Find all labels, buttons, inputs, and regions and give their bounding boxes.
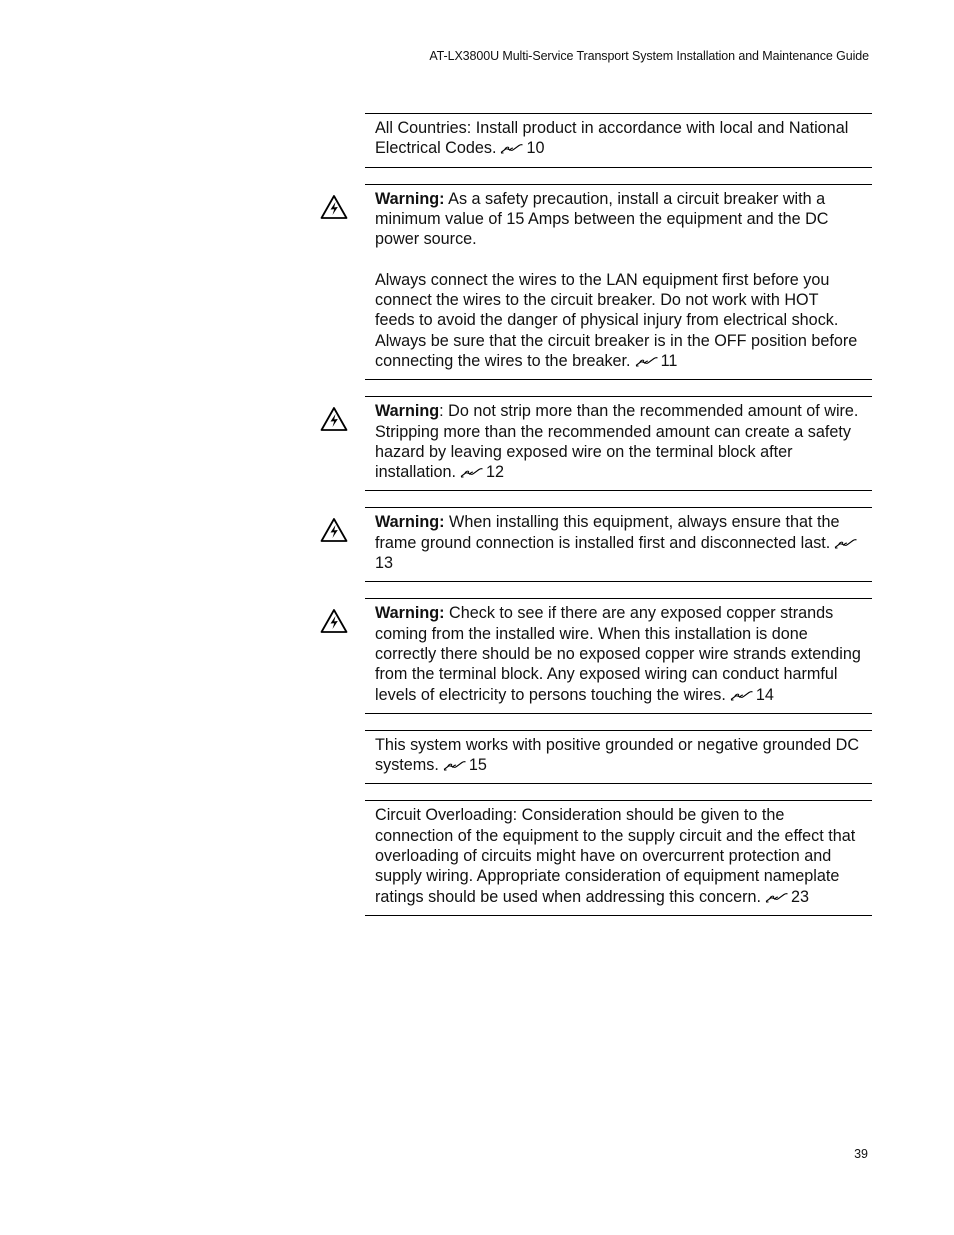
translation-reference-number: 14 — [755, 685, 774, 704]
notice-text: : Do not strip more than the recommended amount of wire. Stripping more than the recommended amount can create a safety hazard by leaving exposed wire on the terminal block after installation. — [375, 402, 859, 482]
translation-reference-number: 12 — [486, 463, 505, 482]
notice-text: Check to see if there are any exposed copper strands coming from the installed wire. When this installation is done correctly there should be no exposed copper wire strands extending from the terminal block. Any exposed wiring can conduct harmful levels of electricity to persons touching the wires. — [375, 604, 861, 704]
hand-writing-icon — [834, 537, 858, 549]
notice-text-cell — [365, 507, 872, 582]
notice-text: As a safety precaution, install a circuit breaker with a minimum value of 15 Amps between the equipment and the DC power source. — [375, 189, 829, 249]
notice-text-cell — [365, 113, 872, 168]
notice-paragraph — [375, 401, 862, 482]
high-voltage-warning-icon — [320, 406, 348, 432]
translation-reference-number: 13 — [375, 554, 394, 573]
hand-writing-icon — [765, 891, 789, 903]
high-voltage-warning-icon — [320, 194, 348, 220]
page-number: 39 — [854, 1147, 868, 1161]
warning-label: Warning: — [375, 513, 445, 532]
translation-reference-number: 15 — [468, 756, 487, 775]
notice-text-cell — [365, 396, 872, 491]
notice-paragraph — [375, 512, 862, 573]
hand-writing-icon — [460, 466, 484, 478]
hand-writing-icon — [500, 142, 524, 154]
notice-paragraph — [375, 735, 862, 776]
safety-notice-list — [0, 113, 954, 932]
warning-block — [0, 598, 954, 713]
notice-paragraph — [375, 189, 862, 250]
warning-label: Warning: — [375, 189, 445, 208]
high-voltage-warning-icon — [320, 608, 348, 634]
notice-paragraph — [375, 118, 862, 159]
notice-text-cell — [365, 730, 872, 785]
hand-writing-icon — [443, 759, 467, 771]
warning-block — [0, 396, 954, 491]
notice-text: When installing this equipment, always ensure that the frame ground connection is installed first and disconnected last. — [375, 513, 840, 552]
warning-block — [0, 507, 954, 582]
hand-writing-icon — [730, 689, 754, 701]
note-block — [0, 113, 954, 168]
note-block — [0, 800, 954, 915]
notice-paragraph — [375, 805, 862, 906]
notice-text: Circuit Overloading: Consideration should be given to the connection of the equipment to the supply circuit and the effect that overloading of circuits might have on overcurrent protection and supply wiring. Appropriate consideration of equipment nameplate ratings should be used when addressing this concern. — [375, 806, 856, 906]
notice-text: All Countries: Install product in accordance with local and National Electrical Codes. — [375, 119, 849, 158]
translation-reference-number: 10 — [526, 139, 545, 158]
notice-text-cell — [365, 800, 872, 915]
running-header: AT-LX3800U Multi-Service Transport System Installation and Maintenance Guide — [429, 49, 869, 63]
notice-text: Always connect the wires to the LAN equipment first before you connect the wires to the circuit breaker. Do not work with HOT feeds to avoid the danger of physical injury from electrical shock. Always be sure that the circuit breaker is in the OFF position before connecting the wires to the breaker. — [375, 270, 858, 370]
notice-paragraph — [375, 603, 862, 704]
notice-text-cell — [365, 598, 872, 713]
translation-reference-number: 23 — [791, 887, 810, 906]
warning-label: Warning: — [375, 604, 445, 623]
high-voltage-warning-icon — [320, 517, 348, 543]
warning-block — [0, 184, 954, 381]
hand-writing-icon — [635, 355, 659, 367]
note-block — [0, 730, 954, 785]
notice-text-cell — [365, 184, 872, 381]
warning-label: Warning — [375, 402, 440, 421]
notice-text: This system works with positive grounded or negative grounded DC systems. — [375, 735, 860, 775]
notice-paragraph — [375, 270, 862, 371]
translation-reference-number: 11 — [660, 351, 678, 370]
